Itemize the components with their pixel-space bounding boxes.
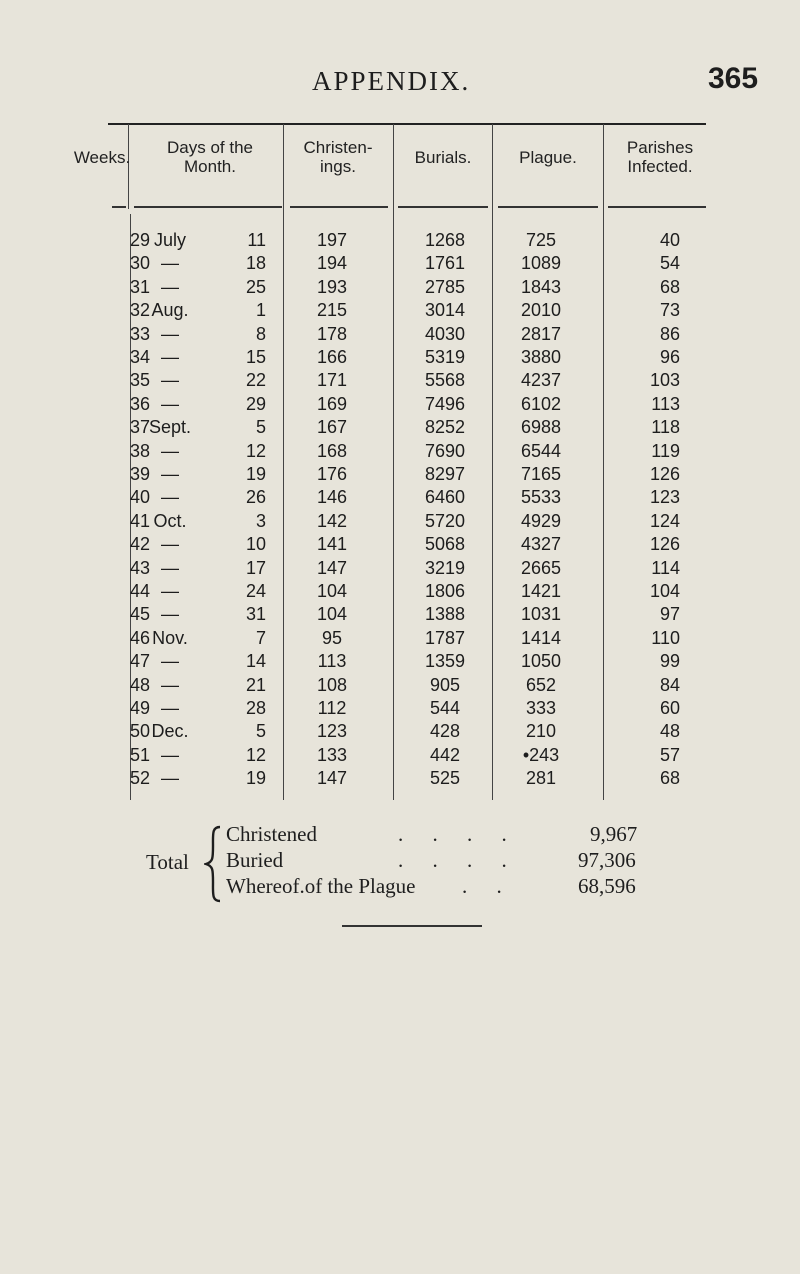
plague-cell: 1050 (520, 651, 562, 671)
parishes-cell: 86 (659, 324, 680, 344)
parishes-cell: 57 (659, 745, 680, 765)
table-row (0, 394, 800, 416)
totals-line-label: Whereof.of the Plague (226, 874, 416, 898)
header-parishes (604, 138, 716, 176)
burials-cell: 1806 (424, 581, 466, 601)
day-cell: 25 (245, 277, 266, 297)
burials-cell: 905 (429, 675, 461, 695)
totals-line-leader: . . . . (398, 848, 519, 872)
week-cell: 40 (129, 487, 151, 507)
header-days-of-month (140, 138, 280, 176)
month-cell: — (161, 651, 179, 671)
burials-cell: 5068 (424, 534, 466, 554)
closing-rule (342, 925, 482, 927)
parishes-cell: 110 (651, 628, 680, 648)
table-row (0, 558, 800, 580)
burials-cell: 1787 (424, 628, 466, 648)
parishes-cell: 60 (659, 698, 680, 718)
burials-cell: 7690 (424, 441, 466, 461)
day-cell: 28 (245, 698, 266, 718)
christenings-cell: 95 (321, 628, 343, 648)
header-days-label-1: Days of the (167, 138, 253, 157)
table-row (0, 370, 800, 392)
month-cell: — (161, 464, 179, 484)
month-cell: — (161, 558, 179, 578)
month-cell: July (153, 230, 186, 250)
plague-cell: 6988 (520, 417, 562, 437)
week-cell: 46 (129, 628, 151, 648)
parishes-cell: 126 (649, 534, 680, 554)
week-cell: 37 (129, 417, 151, 437)
plague-cell: 281 (525, 768, 557, 788)
table-row (0, 675, 800, 697)
table-row (0, 417, 800, 439)
header-underline (608, 206, 706, 208)
header-weeks-label: Weeks. (73, 148, 131, 167)
plague-cell: 2817 (520, 324, 562, 344)
parishes-cell: 84 (659, 675, 680, 695)
table-row (0, 347, 800, 369)
plague-cell: 2665 (520, 558, 562, 578)
week-cell: 43 (129, 558, 151, 578)
day-cell: 12 (245, 441, 266, 461)
parishes-cell: 119 (651, 441, 680, 461)
week-cell: 35 (129, 370, 151, 390)
parishes-cell: 73 (659, 300, 680, 320)
month-cell: — (161, 604, 179, 624)
plague-cell: 1414 (520, 628, 562, 648)
parishes-cell: 114 (651, 558, 680, 578)
header-christenings-label-1: Christen- (303, 138, 373, 157)
christenings-cell: 197 (316, 230, 348, 250)
plague-cell: 4929 (520, 511, 562, 531)
plague-cell: 4327 (520, 534, 562, 554)
parishes-cell: 54 (659, 253, 680, 273)
parishes-cell: 103 (649, 370, 680, 390)
plague-cell: 2010 (520, 300, 562, 320)
totals-line-christened (226, 822, 519, 848)
parishes-cell: 68 (659, 768, 680, 788)
month-cell: Sept. (148, 417, 192, 437)
table-row (0, 230, 800, 252)
week-cell: 45 (129, 604, 151, 624)
header-plague-label: Plague. (519, 148, 577, 167)
parishes-cell: 104 (649, 581, 680, 601)
plague-cell: 1421 (520, 581, 562, 601)
day-cell: 7 (255, 628, 266, 648)
table-top-rule (108, 123, 706, 125)
burials-cell: 1761 (424, 253, 466, 273)
table-row (0, 487, 800, 509)
burials-cell: 8252 (424, 417, 466, 437)
burials-cell: 544 (429, 698, 461, 718)
christenings-cell: 104 (316, 604, 348, 624)
running-title: APPENDIX. (312, 66, 471, 96)
plague-cell: 652 (525, 675, 557, 695)
christenings-cell: 194 (316, 253, 348, 273)
burials-cell: 5720 (424, 511, 466, 531)
table-row (0, 628, 800, 650)
day-cell: 31 (245, 604, 266, 624)
parishes-cell: 113 (651, 394, 680, 414)
week-cell: 39 (129, 464, 151, 484)
day-cell: 3 (255, 511, 266, 531)
burials-cell: 3219 (424, 558, 466, 578)
day-cell: 5 (255, 417, 266, 437)
christenings-cell: 104 (316, 581, 348, 601)
header-underline (398, 206, 488, 208)
brace-icon (204, 824, 224, 904)
day-cell: 24 (245, 581, 266, 601)
burials-cell: 1268 (424, 230, 466, 250)
week-cell: 47 (129, 651, 151, 671)
header-days-label-2: Month. (184, 157, 236, 176)
totals-value-buried: 97,306 (578, 848, 636, 872)
week-cell: 31 (129, 277, 151, 297)
christenings-cell: 167 (316, 417, 348, 437)
burials-cell: 1359 (424, 651, 466, 671)
table-row (0, 324, 800, 346)
header-underline (498, 206, 598, 208)
day-cell: 21 (245, 675, 266, 695)
parishes-cell: 40 (659, 230, 680, 250)
burials-cell: 442 (429, 745, 461, 765)
day-cell: 11 (247, 230, 266, 250)
month-cell: — (161, 394, 179, 414)
table-row (0, 745, 800, 767)
christenings-cell: 113 (317, 651, 347, 671)
totals-line-leader: . . (462, 874, 514, 898)
table-row (0, 534, 800, 556)
burials-cell: 1388 (424, 604, 466, 624)
week-cell: 49 (129, 698, 151, 718)
month-cell: Dec. (151, 721, 189, 741)
header-plague (493, 148, 603, 167)
day-cell: 10 (245, 534, 266, 554)
totals-line-label: Buried (226, 848, 284, 872)
header-burials (394, 148, 492, 167)
plague-cell: 1089 (520, 253, 562, 273)
header-parishes-label-2: Infected. (627, 157, 693, 176)
plague-cell: 5533 (520, 487, 562, 507)
christenings-cell: 171 (316, 370, 348, 390)
totals-value-plague: 68,596 (578, 874, 636, 898)
totals-line-label: Christened (226, 822, 317, 846)
table-row (0, 277, 800, 299)
burials-cell: 5319 (424, 347, 466, 367)
burials-cell: 8297 (424, 464, 466, 484)
day-cell: 5 (255, 721, 266, 741)
christenings-cell: 147 (316, 768, 348, 788)
parishes-cell: 48 (659, 721, 680, 741)
month-cell: Oct. (153, 511, 187, 531)
month-cell: — (161, 253, 179, 273)
page-number: 365 (708, 62, 759, 95)
plague-cell: 210 (525, 721, 557, 741)
totals-block (0, 822, 800, 902)
week-cell: 52 (129, 768, 151, 788)
table-row (0, 300, 800, 322)
table-row (0, 604, 800, 626)
parishes-cell: 123 (649, 487, 680, 507)
day-cell: 17 (245, 558, 266, 578)
month-cell: — (161, 581, 179, 601)
month-cell: Nov. (152, 628, 188, 648)
christenings-cell: 123 (316, 721, 348, 741)
day-cell: 19 (245, 768, 266, 788)
week-cell: 44 (129, 581, 151, 601)
day-cell: 19 (245, 464, 266, 484)
totals-line-buried (226, 848, 519, 874)
week-cell: 36 (129, 394, 151, 414)
month-cell: — (161, 675, 179, 695)
parishes-cell: 99 (659, 651, 680, 671)
week-cell: 51 (129, 745, 151, 765)
table-row (0, 464, 800, 486)
burials-cell: 3014 (424, 300, 466, 320)
header-underline (134, 206, 282, 208)
day-cell: 29 (245, 394, 266, 414)
plague-cell: 333 (525, 698, 557, 718)
week-cell: 32 (129, 300, 151, 320)
christenings-cell: 176 (316, 464, 348, 484)
totals-line-leader: . . . . (398, 822, 519, 846)
table-row (0, 698, 800, 720)
month-cell: — (161, 277, 179, 297)
month-cell: — (161, 324, 179, 344)
christenings-cell: 146 (316, 487, 348, 507)
week-cell: 50 (129, 721, 151, 741)
week-cell: 34 (129, 347, 151, 367)
month-cell: — (161, 370, 179, 390)
month-cell: — (161, 745, 179, 765)
parishes-cell: 118 (651, 417, 680, 437)
day-cell: 15 (245, 347, 266, 367)
month-cell: — (161, 441, 179, 461)
christenings-cell: 215 (316, 300, 348, 320)
plague-cell: 6544 (520, 441, 562, 461)
christenings-cell: 169 (316, 394, 348, 414)
table-row (0, 768, 800, 790)
parishes-cell: 97 (659, 604, 680, 624)
header-underline (290, 206, 388, 208)
week-cell: 48 (129, 675, 151, 695)
month-cell: — (161, 534, 179, 554)
christenings-cell: 178 (316, 324, 348, 344)
christenings-cell: 147 (316, 558, 348, 578)
plague-cell: 6102 (520, 394, 562, 414)
burials-cell: 6460 (424, 487, 466, 507)
burials-cell: 7496 (424, 394, 466, 414)
header-christenings-label-2: ings. (320, 157, 356, 176)
totals-line-plague (226, 874, 514, 900)
christenings-cell: 141 (316, 534, 348, 554)
day-cell: 26 (245, 487, 266, 507)
day-cell: 18 (245, 253, 266, 273)
week-cell: 38 (129, 441, 151, 461)
christenings-cell: 108 (316, 675, 348, 695)
table-row (0, 581, 800, 603)
burials-cell: 428 (429, 721, 461, 741)
burials-cell: 5568 (424, 370, 466, 390)
burials-cell: 4030 (424, 324, 466, 344)
burials-cell: 2785 (424, 277, 466, 297)
running-head (0, 62, 800, 106)
day-cell: 1 (255, 300, 266, 320)
parishes-cell: 68 (659, 277, 680, 297)
plague-cell: 4237 (520, 370, 562, 390)
plague-cell: 3880 (520, 347, 562, 367)
day-cell: 8 (255, 324, 266, 344)
christenings-cell: 193 (316, 277, 348, 297)
week-cell: 33 (129, 324, 151, 344)
header-weeks (62, 148, 142, 167)
christenings-cell: 142 (316, 511, 348, 531)
table-row (0, 721, 800, 743)
parishes-cell: 124 (649, 511, 680, 531)
christenings-cell: 166 (316, 347, 348, 367)
parishes-cell: 96 (659, 347, 680, 367)
table-row (0, 651, 800, 673)
table-row (0, 441, 800, 463)
month-cell: — (161, 768, 179, 788)
day-cell: 12 (245, 745, 266, 765)
week-cell: 29 (129, 230, 151, 250)
header-burials-label: Burials. (414, 148, 472, 167)
month-cell: Aug. (151, 300, 189, 320)
week-cell: 41 (129, 511, 151, 531)
plague-cell: •243 (522, 745, 560, 765)
christenings-cell: 168 (316, 441, 348, 461)
week-cell: 30 (129, 253, 151, 273)
day-cell: 22 (245, 370, 266, 390)
christenings-cell: 133 (316, 745, 348, 765)
month-cell: — (161, 487, 179, 507)
burials-cell: 525 (429, 768, 461, 788)
plague-cell: 1843 (520, 277, 562, 297)
plague-cell: 7165 (520, 464, 562, 484)
totals-label: Total (146, 850, 189, 874)
week-cell: 42 (129, 534, 151, 554)
header-underline (112, 206, 126, 208)
plague-cell: 1031 (520, 604, 562, 624)
day-cell: 14 (245, 651, 266, 671)
month-cell: — (161, 698, 179, 718)
table-row (0, 511, 800, 533)
header-christenings (284, 138, 392, 176)
header-parishes-label-1: Parishes (626, 138, 694, 157)
christenings-cell: 112 (317, 698, 347, 718)
totals-value-christened: 9,967 (590, 822, 638, 846)
parishes-cell: 126 (649, 464, 680, 484)
table-row (0, 253, 800, 275)
month-cell: — (161, 347, 179, 367)
plague-cell: 725 (525, 230, 557, 250)
